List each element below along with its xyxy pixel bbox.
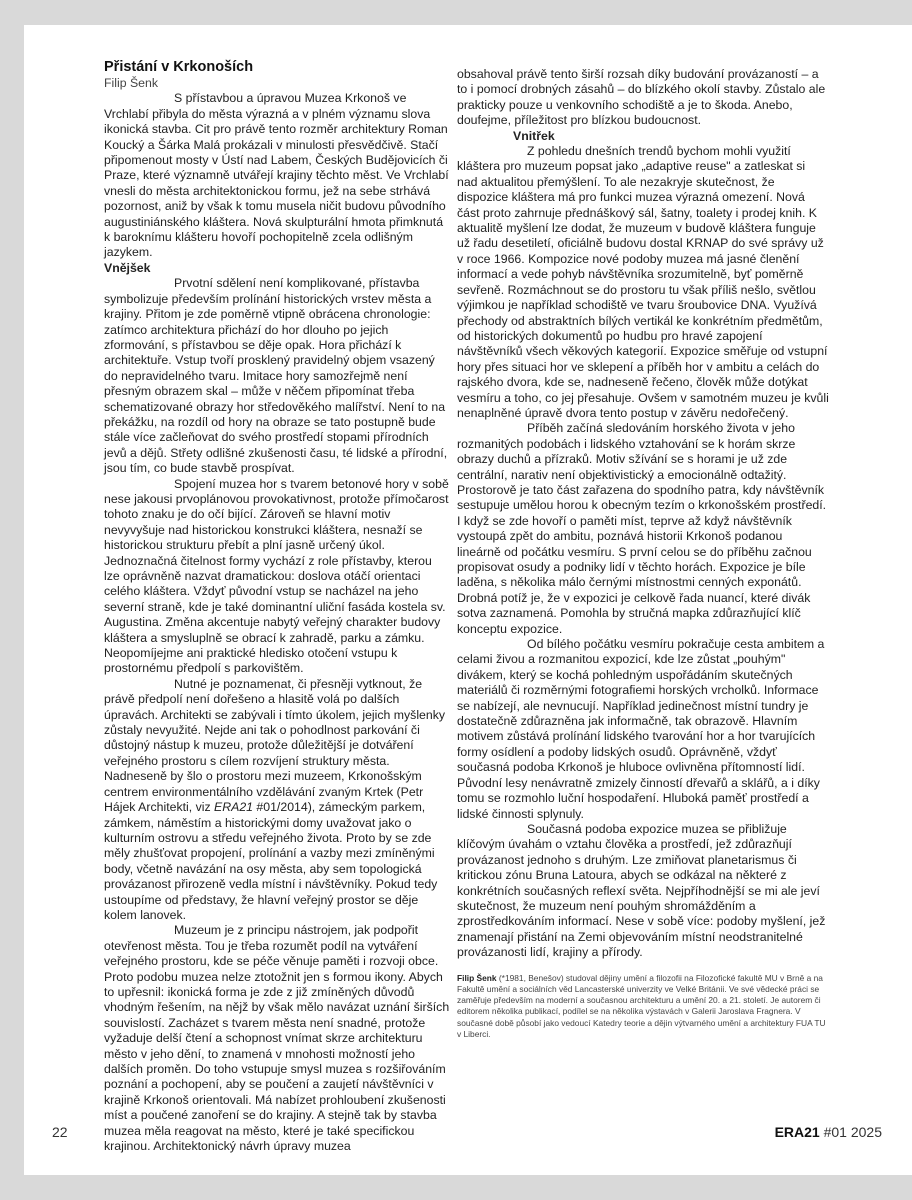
interior-paragraph-1: Z pohledu dnešních trendů bychom mohli využití kláštera pro muzeum popsat jako „adaptive reuse" a zatleskat si nad aktualitou přemýšlení. To ale nezakryje skutečnost, že dispozice kláštera má pro funkci muzea výrazná omezení. Nová část proto zahrnuje přednáškový sál, šatny, toalety i prodej knih. K aktualitě myšlení lze dodat, že muzeum v budově kláštera funguje už řadu desetiletí, oficiálně budovu dostal KRNAP do své správy už v roce 1966. Kompozice nové podoby muzea má jasné členění informací a vede pohyb návštěvníka srozumitelně, byť poměrně sevřeně. Rozmáchnout se do prostoru tu však příliš nešlo, světlou výjimkou je například schodiště ve tvaru šroubovice DNA. Využívá přechody od abstraktních bílých vertikál ke konkrétním předmětům, od historických dokumentů po hudbu pro hravé zapojení návštěvníků všech věkových kategorií. Expozice směřuje od vstupní hory přes situaci hor ve sklepení a příběh hor v ambitu a celách do rajského dvora, kde se, nadneseně řečeno, člověk může dotýkat vesmíru a toho, co jej přesahuje. Ovšem v samotném muzeu je kvůli nenaplněné úpravě dvora tento postup v závěru nedořečený. bbox=[457, 144, 829, 420]
bio-name: Filip Šenk bbox=[457, 972, 497, 983]
intro-paragraph: S přístavbou a úpravou Muzea Krkonoš ve Vrchlabí přibyla do města výrazná a v plném významu slova ikonická stavba. Cit pro právě tento rozměr architektury Roman Koucký a Šárka Malá prokázali v minulosti přesvědčivě. Stačí připomenout mosty v Ústí nad Labem, Českých Budějovicích či Praze, které významně utvářejí krajiny těchto měst. Ve Vrchlabí vnesli do města architektonickou formu, jež na sebe strhává pozornost, aniž by však k tomu musela ničit budovu původního augustiniánského kláštera. Nová skulpturální hmota přimknutá k baroknímu klášteru hovoří pochopitelně zcela odlišným jazykem. bbox=[104, 91, 449, 260]
interior-paragraph-4: Současná podoba expozice muzea se přibližuje klíčovým úvahám o vztahu člověka a prostředí, jež zdůrazňují provázanost jednoho s druhým. Lze zmiňovat planetarismus či kritickou zónu Bruna Latoura, abych se odkázal na některé z konkrétních současných reflexí světa. Nejpříhodnější se mi ale jeví skutečnost, že muzeum není pouhým shromážděním a zprostředkováním informací. Nese v sobě více: podoby myšlení, jež znamenají přistání na Zemi objevováním místní neodstranitelné provázanosti lidí, krajiny a přírody. bbox=[457, 821, 826, 960]
bio-text: (*1981, Benešov) studoval dějiny umění a filozofii na Filozofické fakultě MU v Brně a na Fakultě umění a sociálních věd Lancasterské univerzity ve Velké Británii. Ve své vědecké práci se zaměřuje především na moderní a současnou architekturu a umění 20. a 21. století. Je autorem či editorem několika publikací, podílel se na několika výstavách v Galerii Jaroslava Fragnera. V současné době působí jako vedoucí Katedry teorie a dějin výtvarného umění a architektury FUA TU v Liberci. bbox=[457, 972, 826, 1040]
exterior-paragraph-1: Prvotní sdělení není komplikované, přístavba symbolizuje především prolínání historických vrstev města a krajiny. Přitom je zde poměrně vtipně obrácena chronologie: zatímco architektura přichází do hor dlouho po jejich zformování, s přístavbou se děje opak. Hora přichází k architektuře. Vstup tvoří prosklený pravidelný objem vsazený do nepravidelného tvaru. Imitace hory samozřejmě není přesným obrazem skal – může v něčem připomínat třeba schematizované obrazy hor středověkého malířství. Není to na překážku, na rozdíl od hory na obraze se tato postupně bude stále více začleňovat do svého prostředí stopami přírodních jevů a dějů. Střety odlišné zkušenosti času, té lidské a přírodní, jsou tím, co bude stavbě prospívat. bbox=[104, 276, 448, 476]
exterior-paragraph-2: Spojení muzea hor s tvarem betonové hory v sobě nese jakousi prvoplánovou provokativnost, protože přímočarost tohoto znaku je do očí bijící. Zároveň se hlavní motiv nevyvyšuje nad historickou konstrukci kláštera, nesnaží se historickou strukturu přebít a plní jasně určený úkol. Jednoznačná čitelnost formy vychází z role přístavby, kterou lze oprávněně nazvat dramatickou: doslova otáčí orientaci celého kláštera. Vždyť původní vstup se nacházel na jeho severní straně, kde je také dominantní uliční fasáda kostela sv. Augustina. Změna akcentuje nabytý veřejný charakter budovy kláštera a smysluplně se obrací k zahradě, parku a zámku. Neopomíjejme ani praktické hledisko otočení vstupu k prostornému předpolí s parkovištěm. bbox=[104, 476, 449, 676]
article-title: Přistání v Krkonoších bbox=[104, 59, 254, 75]
page-number: 22 bbox=[52, 1124, 68, 1140]
interior-paragraph-3: Od bílého počátku vesmíru pokračuje cesta ambitem a celami živou a rozmanitou expozicí, kde lze zůstat „pouhým" divákem, který se kochá pohledným uspořádáním skutečných materiálů či rozměrnými fotografiemi horských vrcholků. Informace se nabízejí, ale nevnucují. Například jedinečnost místní tundry je dostatečně zdůrazněna jak informačně, tak obrazově. Hlavním motivem zůstává prolínání lidského tvarování hor a hor tvarujících formy osídlení a podoby lidských osudů. Oprávněně, vždyť současná podoba Krkonoš je hluboce ovlivněna přítomností lidí. Původní lesy nenávratně zmizely činností dřevařů a sklářů, a i díky tomu se rozmohlo luční hospodaření. Hluboká paměť prostředí a lidské činnosti splynuly. bbox=[457, 637, 825, 821]
article-author: Filip Šenk bbox=[104, 76, 158, 90]
exterior-paragraph-4: Muzeum je z principu nástrojem, jak podpořit otevřenost města. Tou je třeba rozumět podíl na vytváření veřejného prostoru, kde se péče věnuje paměti i rozvoji obce. Proto podobu muzea nelze ztotožnit jen s formou ikony. Abych to upřesnil: ikonická forma je zde z již zmíněných důvodů vhodným řešením, na nějž by však mělo navázat uznání širších souvislostí. Zacházet s tvarem města není snadné, protože vyžaduje delší čtení a schopnost vnímat skrze architekturu město v jeho dění, to znamená v mnohosti možností jeho dalších proměn. Do toho vstupuje smysl muzea s rozšiřováním poznání a pochopení, aby se poučení a zaujetí návštěvníci v krajině Krkonoš orientovali. Má nabízet prohloubení zkušenosti míst a poučené zanoření se do krajiny. A stejně tak by stavba muzea měla reagovat na město, které je také specifickou krajinou. Architektonický návrh úpravy muzea bbox=[104, 923, 450, 1154]
column-right bbox=[457, 67, 829, 1040]
magazine-reference: ERA21 bbox=[214, 800, 253, 815]
exterior-paragraph-3-a: Nutné je poznamenat, či přesněji vytknout, že právě předpolí není dořešeno a hlasitě volá po dalších úpravách. Architekti se zabývali i tímto úkolem, jejich myšlenky zůstaly nevyužité. Nejde ani tak o pohodlnost parkování či důstojný nástup k muzeu, protože důležitější je dotváření veřejného prostoru s cílem rozvíjení struktury města. Nadneseně by šlo o prostoru mezi muzeem, Krkonošským centrem environmentálního vzdělávání zvaným Krtek (Petr Hájek Architekti, viz bbox=[104, 676, 446, 815]
exterior-paragraph-3 bbox=[104, 677, 450, 924]
column-left bbox=[104, 59, 450, 1154]
magazine-issue bbox=[775, 1124, 882, 1140]
interior-paragraph-2: Příběh začíná sledováním horského života v jeho rozmanitých podobách i lidského vztahování se k horám skrze obrazy duchů a přízraků. Motiv sžívání se s horami je už zde centrální, narativ není objektivistický a emocionálně odtažitý. Prostorově je tato část zařazena do spodního patra, kdy návštěvník sestupuje umělou horou k obecným tezím o krkonošském prostředí. I když se zde hovoří o paměti míst, teprve až když návštěvník vystoupá zpět do ambitu, poznává historii Krkonoš podanou lineárně od počátku vesmíru. S první celou se do příběhu začnou propisovat osudy a podniky lidí v těchto horách. Expozice je bíle laděna, s několika málo černými místnostmi cenných exponátů. Drobná potíž je, že v expozici je celkově řada nuancí, které divák sotva zaznamená. Pomohla by stručná mapka zdůrazňující klíč konceptu expozice. bbox=[457, 421, 827, 636]
continued-paragraph: obsahoval právě tento širší rozsah díky budování provázaností – a to i pomocí drobných zásahů – do blízkého okolí stavby. Zůstalo ale prakticky pouze u venkovního schodiště a je to škoda. Anebo, doufejme, příležitost pro blízkou budoucnost. bbox=[457, 67, 826, 128]
issue-number: #01 2025 bbox=[819, 1124, 882, 1140]
heading-exterior: Vnějšek bbox=[104, 260, 151, 275]
page bbox=[24, 25, 912, 1175]
heading-interior: Vnitřek bbox=[513, 128, 555, 143]
exterior-paragraph-3-b: #01/2014), zámeckým parkem, zámkem, náměstím a historickými domy uvažovat jako o kulturním ostrovu a středu veřejného života. Proto by se zde měly zhušťovat propojení, prolínání a vazby mezi zmíněnými body, včetně navázání na osy města, aby sem topologická provázanost přirozeně vedla místní i návštěvníky. Pokud tedy ustoupíme od představy, že hlavní veřejný prostor se děje kolem lanovek. bbox=[104, 800, 438, 922]
magazine-brand: ERA21 bbox=[774, 1124, 820, 1140]
author-bio bbox=[457, 973, 829, 1041]
